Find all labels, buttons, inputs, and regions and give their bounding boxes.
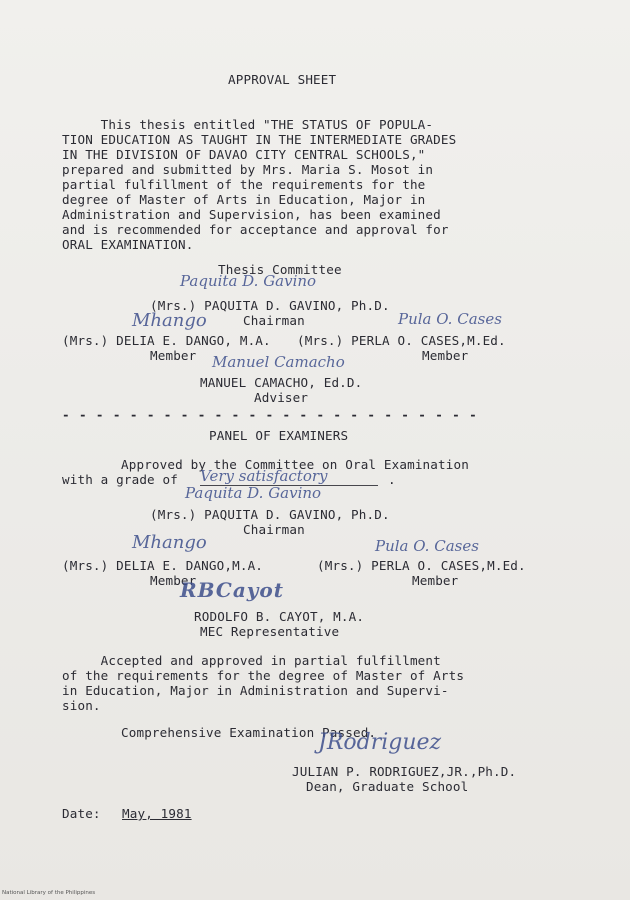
signature-dango: Mhango	[132, 532, 207, 553]
committee-member1-name: (Mrs.) DELIA E. DANGO, M.A.	[62, 333, 271, 348]
signature-camacho: Manuel Camacho	[212, 353, 345, 371]
signature-cases: Pula O. Cases	[398, 310, 502, 328]
intro-line: TION EDUCATION AS TAUGHT IN THE INTERMEDIATE GRADES	[62, 132, 457, 147]
section-divider: - - - - - - - - - - - - - - - - - - - - - - - - -	[62, 407, 478, 422]
panel-rep-role: MEC Representative	[200, 624, 340, 639]
panel-grade-suffix: .	[388, 472, 396, 487]
intro-line: degree of Master of Arts in Education, Major in	[62, 192, 426, 207]
panel-chair-name: (Mrs.) PAQUITA D. GAVINO, Ph.D.	[150, 507, 390, 522]
date-label: Date:	[62, 806, 101, 821]
intro-line: and is recommended for acceptance and approval for	[62, 222, 449, 237]
panel-member2-name: (Mrs.) PERLA O. CASES,M.Ed.	[317, 558, 526, 573]
panel-rep-name: RODOLFO B. CAYOT, M.A.	[194, 609, 365, 624]
signature-gavino: Paquita D. Gavino	[185, 484, 322, 502]
intro-line: ORAL EXAMINATION.	[62, 237, 194, 252]
signature-dango: Mhango	[132, 310, 207, 331]
signature-rodriguez: JRodriguez	[318, 730, 442, 755]
panel-member2-role: Member	[412, 573, 459, 588]
committee-chair-name: (Mrs.) PAQUITA D. GAVINO, Ph.D.	[150, 298, 390, 313]
intro-line: prepared and submitted by Mrs. Maria S. Mosot in	[62, 162, 434, 177]
date-value: May, 1981	[122, 806, 192, 821]
panel-grade-value: Very satisfactory	[200, 467, 378, 486]
document-title: APPROVAL SHEET	[228, 72, 337, 87]
intro-line: IN THE DIVISION OF DAVAO CITY CENTRAL SCHOOLS,"	[62, 147, 426, 162]
committee-heading: Thesis Committee	[218, 262, 342, 277]
dean-role: Dean, Graduate School	[306, 779, 469, 794]
committee-member2-name: (Mrs.) PERLA O. CASES,M.Ed.	[297, 333, 506, 348]
footer-attribution: National Library of the Philippines	[2, 890, 96, 896]
accepted-line: sion.	[62, 698, 101, 713]
signature-gavino: Paquita D. Gavino	[180, 272, 317, 290]
accepted-line: in Education, Major in Administration and Supervi-	[62, 683, 449, 698]
intro-line: partial fulfillment of the requirements for the	[62, 177, 426, 192]
comprehensive-exam-line: Comprehensive Examination Passed.	[121, 725, 377, 740]
panel-member1-role: Member	[150, 573, 197, 588]
signature-cayot: RBCayot	[180, 578, 284, 602]
panel-chair-role: Chairman	[243, 522, 305, 537]
panel-approved-line: Approved by the Committee on Oral Examination	[121, 457, 469, 472]
committee-member2-role: Member	[422, 348, 469, 363]
adviser-name: MANUEL CAMACHO, Ed.D.	[200, 375, 363, 390]
panel-member1-name: (Mrs.) DELIA E. DANGO,M.A.	[62, 558, 264, 573]
committee-chair-role: Chairman	[243, 313, 305, 328]
accepted-line: of the requirements for the degree of Master of Arts	[62, 668, 465, 683]
signature-cases: Pula O. Cases	[375, 537, 479, 555]
panel-heading: PANEL OF EXAMINERS	[209, 428, 349, 443]
intro-line: Administration and Supervision, has been examined	[62, 207, 441, 222]
committee-member1-role: Member	[150, 348, 197, 363]
dean-name: JULIAN P. RODRIGUEZ,JR.,Ph.D.	[292, 764, 517, 779]
panel-grade-prefix: with a grade of	[62, 472, 178, 487]
intro-line: This thesis entitled "THE STATUS OF POPULA-	[62, 117, 434, 132]
adviser-role: Adviser	[254, 390, 309, 405]
accepted-line: Accepted and approved in partial fulfillment	[62, 653, 441, 668]
